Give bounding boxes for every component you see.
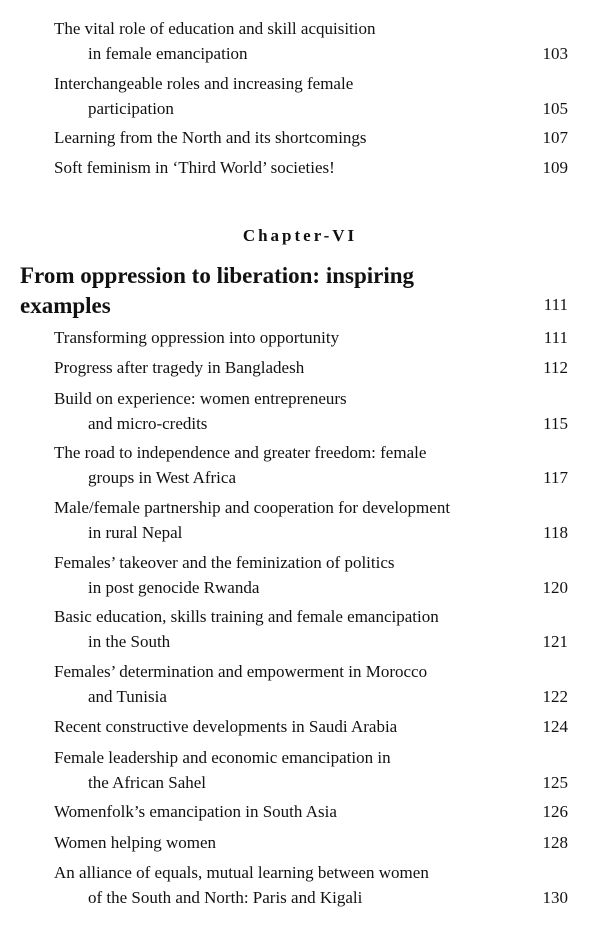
entry-page-number: 105 (542, 99, 568, 118)
entry-title-line2: groups in West Africa (88, 468, 236, 487)
entry-title-line1: An alliance of equals, mutual learning between women (54, 863, 429, 882)
entry-page-number: 107 (542, 128, 568, 147)
entry-title-line1: Transforming oppression into opportunity (54, 328, 340, 347)
entry-title-line2: participation (88, 99, 174, 118)
entry-page-number: 122 (542, 687, 568, 706)
chapter-title-line1: From oppression to liberation: inspiring (20, 263, 415, 288)
entry-title-line1: Women helping women (54, 833, 216, 852)
entry-page-number: 128 (542, 833, 568, 852)
entry-page-number: 111 (543, 328, 568, 347)
entry-title-line2: the African Sahel (88, 773, 207, 792)
entry-page-number: 112 (543, 358, 568, 377)
chapter-page-number: 111 (543, 295, 568, 314)
entry-title-line1: Build on experience: women entrepreneurs (54, 389, 347, 408)
entry-title-line2: in post genocide Rwanda (88, 578, 260, 597)
entry-title-line1: Female leadership and economic emancipation in (54, 748, 391, 767)
chapter-label: Chapter-VI (242, 226, 358, 245)
entry-page-number: 130 (542, 888, 568, 907)
entry-title-line2: and Tunisia (88, 687, 167, 706)
entry-title-line2: in female emancipation (88, 44, 248, 63)
entry-page-number: 103 (542, 44, 568, 63)
entry-page-number: 125 (542, 773, 568, 792)
entry-page-number: 120 (542, 578, 568, 597)
entry-title-line1: Progress after tragedy in Bangladesh (54, 358, 305, 377)
entry-title-line1: Male/female partnership and cooperation for development (54, 498, 451, 517)
entry-title-line1: Basic education, skills training and female emancipation (54, 607, 439, 626)
entry-title-line2: in rural Nepal (88, 523, 183, 542)
entry-page-number: 109 (542, 158, 568, 177)
entry-title-line2: in the South (88, 632, 171, 651)
entry-page-number: 118 (543, 523, 568, 542)
entry-title-line1: The vital role of education and skill acquisition (54, 19, 376, 38)
entry-title-line1: Females’ takeover and the feminization of politics (54, 553, 395, 572)
entry-title-line1: Recent constructive developments in Saudi Arabia (54, 717, 398, 736)
entry-title-line1: Soft feminism in ‘Third World’ societies! (54, 158, 335, 177)
entry-title-line1: Womenfolk’s emancipation in South Asia (54, 802, 337, 821)
entry-title-line1: Learning from the North and its shortcomings (54, 128, 367, 147)
entry-title-line2: of the South and North: Paris and Kigali (88, 888, 363, 907)
entry-page-number: 124 (542, 717, 568, 736)
entry-title-line2: and micro-credits (88, 414, 208, 433)
entry-title-line1: Interchangeable roles and increasing female (54, 74, 354, 93)
entry-page-number: 115 (543, 414, 568, 433)
entry-page-number: 117 (543, 468, 568, 487)
entry-page-number: 121 (542, 632, 568, 651)
entry-title-line1: Females’ determination and empowerment in Morocco (54, 662, 428, 681)
entry-page-number: 126 (542, 802, 568, 821)
chapter-title-line2: examples (20, 293, 111, 318)
entry-title-line1: The road to independence and greater freedom: female (54, 443, 427, 462)
